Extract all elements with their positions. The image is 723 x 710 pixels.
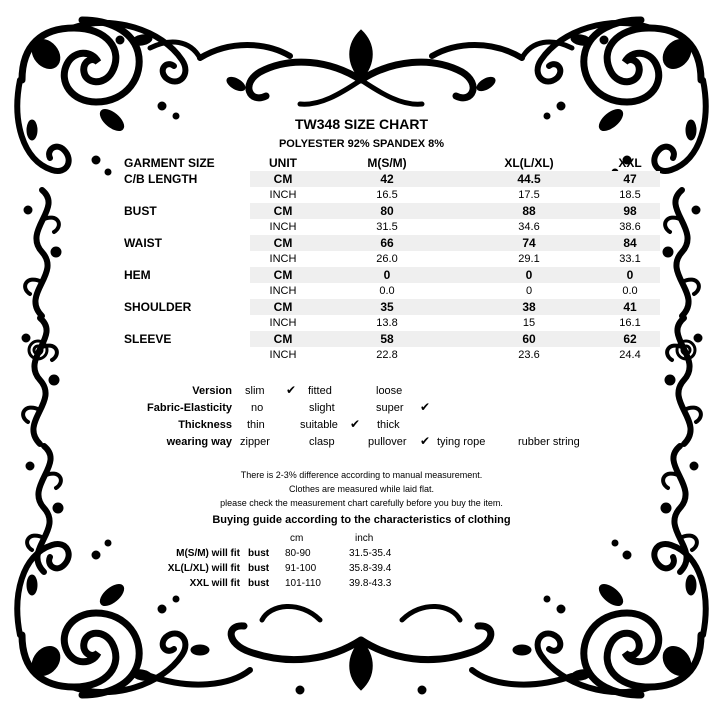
value-cell: 42: [316, 171, 458, 187]
table-row: [120, 219, 660, 235]
thickness-option-thick: thick: [377, 419, 400, 431]
unit-cell: CM: [250, 203, 316, 219]
col-header-xxl: XXL: [618, 156, 642, 170]
version-option-loose: loose: [376, 385, 403, 397]
guide-col-inch: inch: [355, 533, 374, 544]
value-cell: 23.6: [518, 349, 540, 361]
value-cell: 60: [458, 331, 600, 347]
value-cell: 74: [458, 235, 600, 251]
thickness-option-suitable: suitable: [300, 419, 338, 431]
table-row: [120, 203, 660, 219]
value-cell: 24.4: [619, 349, 641, 361]
guide-row-cm: 101-110: [285, 578, 321, 589]
value-cell: 0: [600, 267, 660, 283]
elasticity-option-no: no: [251, 402, 264, 414]
col-header-xl: XL(L/XL): [504, 156, 554, 170]
unit-cell: CM: [250, 267, 316, 283]
table-row: [120, 267, 660, 283]
value-cell: 98: [600, 203, 660, 219]
value-cell: 80: [316, 203, 458, 219]
table-row: [120, 347, 660, 363]
value-cell: 88: [458, 203, 600, 219]
col-header-unit: UNIT: [269, 156, 297, 170]
value-cell: 44.5: [458, 171, 600, 187]
row-label: HEM: [120, 267, 250, 283]
guide-row-inch: 39.8-43.3: [349, 578, 392, 589]
buying-guide-title: Buying guide according to the characteristics of clothing: [212, 514, 511, 526]
value-cell: 31.5: [376, 221, 398, 233]
value-cell: 62: [600, 331, 660, 347]
guide-row-inch: 31.5-35.4: [349, 548, 392, 559]
value-cell: 33.1: [619, 253, 641, 265]
wearing-option-tying-rope: tying rope: [437, 436, 486, 448]
value-cell: 0.0: [622, 285, 638, 297]
value-cell: 17.5: [518, 189, 540, 201]
check-icon: ✔: [420, 400, 431, 414]
table-row: [120, 171, 660, 187]
col-header-m: M(S/M): [367, 156, 407, 170]
value-cell: 38.6: [619, 221, 641, 233]
table-row: [120, 187, 660, 203]
value-cell: 0: [316, 267, 458, 283]
value-cell: 66: [316, 235, 458, 251]
col-header-garment-size: GARMENT SIZE: [124, 156, 215, 170]
value-cell: 47: [600, 171, 660, 187]
elasticity-label: Fabric-Elasticity: [147, 402, 232, 414]
guide-row-inch: 35.8-39.4: [349, 563, 392, 574]
table-row: [120, 331, 660, 347]
unit-cell: INCH: [269, 253, 297, 265]
table-row: [120, 299, 660, 315]
table-row: [120, 235, 660, 251]
unit-cell: INCH: [269, 285, 297, 297]
unit-cell: INCH: [269, 349, 297, 361]
elasticity-option-super: super: [376, 402, 404, 414]
value-cell: 18.5: [619, 189, 641, 201]
guide-row-cm: 91-100: [285, 563, 317, 574]
check-icon: ✔: [286, 383, 297, 397]
value-cell: 84: [600, 235, 660, 251]
value-cell: 0: [525, 285, 533, 297]
size-table: [120, 155, 660, 363]
elasticity-option-slight: slight: [309, 402, 335, 414]
value-cell: 38: [458, 299, 600, 315]
row-label: SLEEVE: [120, 331, 250, 347]
wearing-option-pullover: pullover: [368, 436, 407, 448]
value-cell: 16.5: [376, 189, 398, 201]
unit-cell: CM: [250, 331, 316, 347]
unit-cell: CM: [250, 235, 316, 251]
note-laid-flat: Clothes are measured while laid flat.: [288, 484, 435, 494]
row-label: BUST: [120, 203, 250, 219]
table-row: [120, 315, 660, 331]
value-cell: 35: [316, 299, 458, 315]
value-cell: 15: [522, 317, 536, 329]
value-cell: 41: [600, 299, 660, 315]
guide-row-part: bust: [248, 548, 270, 559]
value-cell: 22.8: [376, 349, 398, 361]
guide-row-cm: 80-90: [285, 548, 311, 559]
table-header-row: [120, 155, 660, 171]
guide-row-label: M(S/M) will fit: [176, 548, 240, 559]
wearing-way-label: wearing way: [166, 436, 232, 448]
guide-row-part: bust: [248, 563, 270, 574]
chart-title: TW348 SIZE CHART: [294, 116, 428, 132]
value-cell: 58: [316, 331, 458, 347]
value-cell: 26.0: [376, 253, 398, 265]
value-cell: 13.8: [376, 317, 398, 329]
unit-cell: INCH: [269, 189, 297, 201]
value-cell: 29.1: [518, 253, 540, 265]
check-icon: ✔: [420, 434, 431, 448]
value-cell: 0.0: [379, 285, 395, 297]
value-cell: 16.1: [619, 317, 641, 329]
version-option-fitted: fitted: [308, 385, 332, 397]
table-row: [120, 251, 660, 267]
note-check-chart: please check the measurement chart carefully before you buy the item.: [220, 498, 503, 508]
unit-cell: CM: [250, 171, 316, 187]
guide-row-part: bust: [248, 578, 270, 589]
fabric-composition: POLYESTER 92% SPANDEX 8%: [278, 138, 445, 150]
table-row: [120, 283, 660, 299]
value-cell: 0: [458, 267, 600, 283]
unit-cell: CM: [250, 299, 316, 315]
row-label: C/B LENGTH: [120, 171, 250, 187]
wearing-option-clasp: clasp: [309, 436, 335, 448]
row-label: SHOULDER: [120, 299, 250, 315]
thickness-label: Thickness: [178, 419, 232, 431]
guide-row-label: XXL will fit: [189, 578, 240, 589]
note-difference: There is 2-3% difference according to manual measurement.: [240, 470, 483, 480]
guide-col-cm: cm: [290, 533, 304, 544]
wearing-option-zipper: zipper: [240, 436, 270, 448]
thickness-option-thin: thin: [247, 419, 265, 431]
version-label: Version: [192, 385, 232, 397]
wearing-option-rubber-string: rubber string: [518, 436, 580, 448]
unit-cell: INCH: [269, 317, 297, 329]
check-icon: ✔: [350, 417, 361, 431]
guide-row-label: XL(L/XL) will fit: [167, 563, 240, 574]
row-label: WAIST: [120, 235, 250, 251]
version-option-slim: slim: [245, 385, 265, 397]
unit-cell: INCH: [269, 221, 297, 233]
value-cell: 34.6: [518, 221, 540, 233]
